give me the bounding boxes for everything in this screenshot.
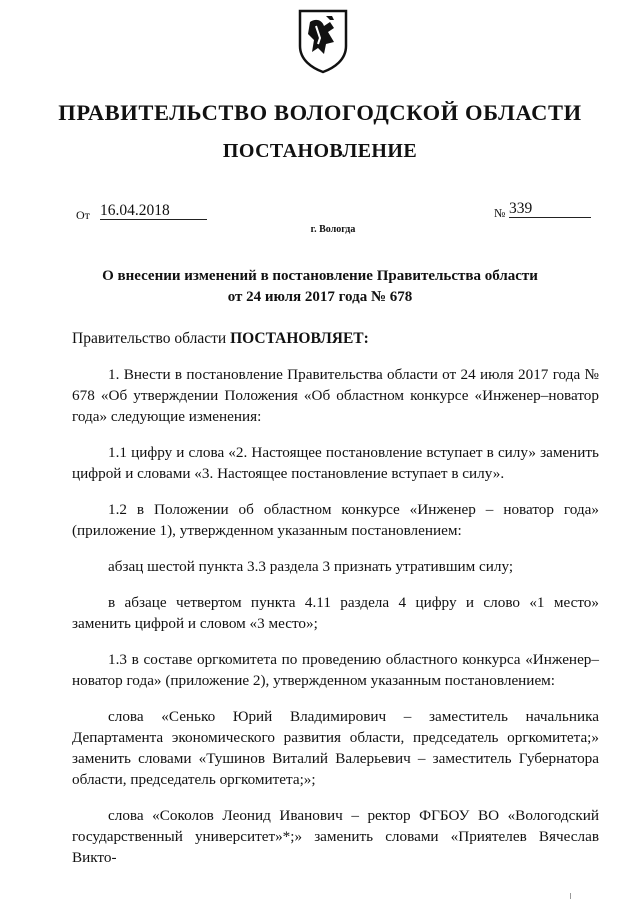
paragraph-1-3-b: слова «Соколов Леонид Иванович – ректор ФГБОУ ВО «Вологодский государственный университет»*;» заменить словами «Приятелев Вячеслав Викто- [72, 807, 599, 866]
lead-statement [72, 330, 369, 348]
document-type: ПОСТАНОВЛЕНИЕ [222, 140, 418, 162]
coat-of-arms-icon [296, 8, 350, 74]
paragraph-1-3-a: слова «Сенько Юрий Владимирович – заместитель начальника Департамента экономического развития области, председатель оргкомитета;» заменить словами «Тушинов Виталий Валерьевич – заместитель Губернатора области, председатель оргкомитета;»; [72, 708, 599, 788]
paragraph-1-1: 1.1 цифру и слова «2. Настоящее постановление вступает в силу» заменить цифрой и словами «3. Настоящее постановление вступает в силу». [72, 444, 599, 482]
city: г. Вологда [310, 224, 356, 235]
paragraph-1-2-b: в абзаце четвертом пункта 4.11 раздела 4 цифру и слово «1 место» заменить цифрой и словом «3 место»; [72, 594, 599, 632]
subject-line-1: О внесении изменений в постановление Правительства области [102, 268, 538, 284]
paragraph-1: 1. Внести в постановление Правительства области от 24 июля 2017 года № 678 «Об утверждении Положения «Об областном конкурсе «Инженер–новатор года» следующие изменения: [72, 366, 599, 425]
date-label: От [76, 208, 90, 222]
margin-mark [570, 893, 571, 899]
lead-bold: ПОСТАНОВЛЯЕТ: [230, 330, 369, 347]
document-number: 339 [509, 201, 591, 218]
lead-text: Правительство области [72, 330, 231, 347]
number-label: № [494, 206, 506, 220]
paragraph-1-2-a: абзац шестой пункта 3.3 раздела 3 признать утратившим силу; [108, 558, 514, 575]
document-subject [0, 266, 640, 308]
subject-line-2: от 24 июля 2017 года № 678 [227, 289, 413, 305]
paragraph-1-3: 1.3 в составе оргкомитета по проведению областного конкурса «Инженер–новатор года» (приложение 2), утвержденном указанным постановлением: [72, 651, 599, 689]
organization-title: ПРАВИТЕЛЬСТВО ВОЛОГОДСКОЙ ОБЛАСТИ [58, 100, 582, 125]
document-body [72, 364, 599, 868]
document-date: 16.04.2018 [100, 203, 207, 220]
paragraph-1-2: 1.2 в Положении об областном конкурсе «Инженер – новатор года» (приложение 1), утвержденном указанным постановлением: [72, 501, 599, 539]
